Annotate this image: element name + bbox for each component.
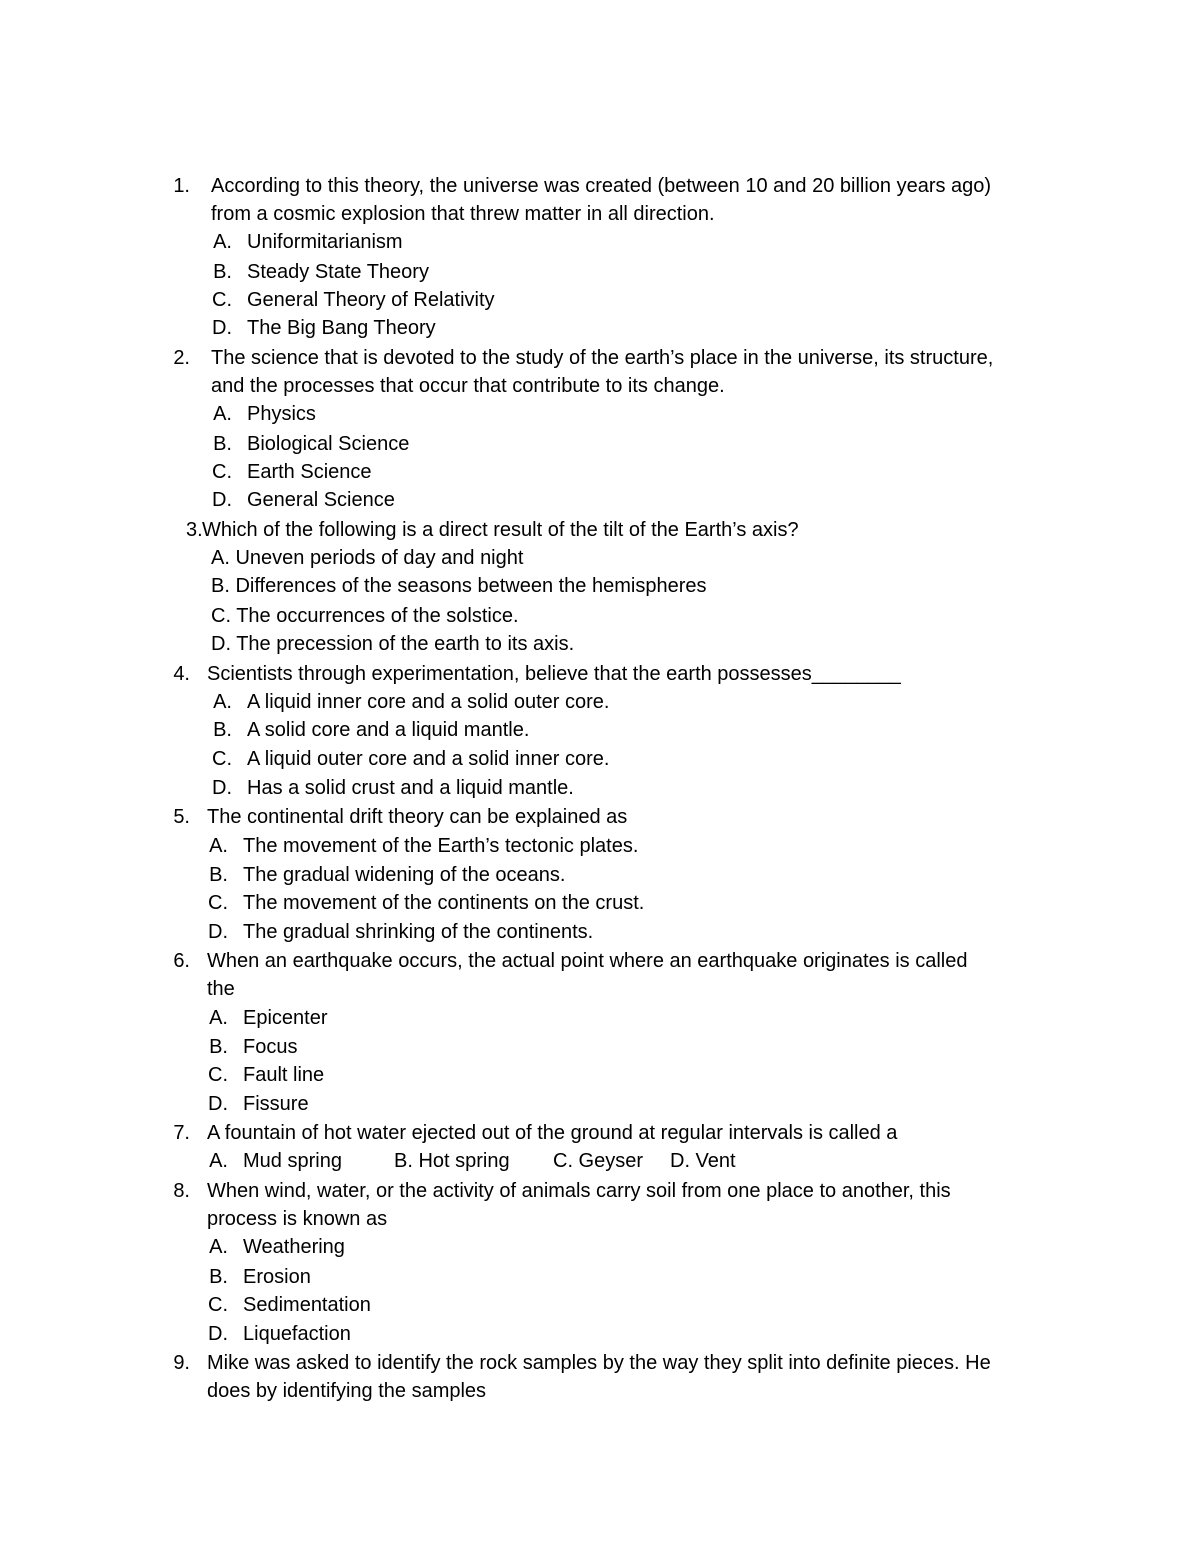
question-text-line: Scientists through experimentation, believe that the earth possesses________ [207,663,901,685]
option-text: A solid core and a liquid mantle. [247,719,530,741]
option-text: The movement of the continents on the crust. [243,892,645,914]
option-text: Physics [247,403,316,425]
option-text: The gradual widening of the oceans. [243,864,566,886]
option-letter: C. [212,748,232,770]
option-text: Weathering [243,1236,345,1258]
option-text: Focus [243,1036,298,1058]
option-letter: B. [209,864,228,886]
question-text-line: The science that is devoted to the study of the earth’s place in the universe, its structure, [211,347,994,369]
option-letter: D. [212,317,232,339]
option-text: Fault line [243,1064,325,1086]
question-number: 2. [173,347,190,369]
option-letter: B. [213,433,232,455]
option-text: Uniformitarianism [247,231,403,253]
option-letter: B. [213,719,232,741]
option-text: B. Hot spring [394,1150,510,1172]
option-text: Biological Science [247,433,410,455]
option-letter: B. [213,261,232,283]
option-letter: B. [209,1266,228,1288]
option-text: A liquid outer core and a solid inner core. [247,748,610,770]
option-letter: D. [212,489,232,511]
option-text: D. Vent [670,1150,736,1172]
option-text: B. Differences of the seasons between the hemispheres [211,575,707,597]
option-letter: D. [212,777,232,799]
option-letter: A. [213,691,232,713]
option-text: Mud spring [243,1150,342,1172]
question-text-line: According to this theory, the universe was created (between 10 and 20 billion years ago) [211,175,992,197]
option-text: The gradual shrinking of the continents. [243,921,594,943]
question-text-line: Mike was asked to identify the rock samples by the way they split into definite pieces. He [207,1352,991,1374]
option-text: The Big Bang Theory [247,317,436,339]
option-letter: C. [208,892,228,914]
option-text: Earth Science [247,461,372,483]
question-number: 7. [173,1122,190,1144]
option-letter: C. [208,1294,228,1316]
option-letter: D. [208,1093,228,1115]
option-text: Steady State Theory [247,261,429,283]
option-letter: A. [209,1236,228,1258]
question-number: 8. [173,1180,190,1202]
question-number: 1. [173,175,190,197]
question-text-line: Which of the following is a direct result of the tilt of the Earth’s axis? [202,519,799,541]
option-letter: A. [209,1007,228,1029]
option-text: A. Uneven periods of day and night [211,547,524,569]
question-number: 9. [173,1352,190,1374]
option-letter: B. [209,1036,228,1058]
question-number: 3. [186,519,203,541]
question-text-line: does by identifying the samples [207,1380,487,1402]
option-text: A liquid inner core and a solid outer core. [247,691,610,713]
question-text-line: A fountain of hot water ejected out of the ground at regular intervals is called a [207,1122,898,1144]
option-text: Has a solid crust and a liquid mantle. [247,777,574,799]
option-letter: C. [208,1064,228,1086]
option-text: Liquefaction [243,1323,351,1345]
option-letter: C. [212,461,232,483]
option-letter: A. [209,835,228,857]
option-letter: A. [209,1150,228,1172]
option-letter: A. [213,403,232,425]
option-text: Sedimentation [243,1294,371,1316]
option-letter: C. [212,289,232,311]
option-text: The movement of the Earth’s tectonic plates. [243,835,639,857]
option-text: Fissure [243,1093,309,1115]
option-text: General Science [247,489,395,511]
question-text-line: from a cosmic explosion that threw matter in all direction. [211,203,715,225]
option-letter: D. [208,921,228,943]
question-text-line: and the processes that occur that contribute to its change. [211,375,725,397]
option-text: Epicenter [243,1007,328,1029]
question-text-line: When an earthquake occurs, the actual point where an earthquake originates is called [207,950,968,972]
option-text: C. The occurrences of the solstice. [211,605,519,627]
question-number: 4. [173,663,190,685]
option-text: D. The precession of the earth to its axis. [211,633,575,655]
question-number: 5. [173,806,190,828]
question-text-line: the [207,978,235,1000]
question-number: 6. [173,950,190,972]
option-letter: A. [213,231,232,253]
question-text-line: process is known as [207,1208,388,1230]
option-text: C. Geyser [553,1150,644,1172]
question-text-line: The continental drift theory can be explained as [207,806,628,828]
option-text: Erosion [243,1266,311,1288]
question-text-line: When wind, water, or the activity of animals carry soil from one place to another, this [207,1180,951,1202]
option-text: General Theory of Relativity [247,289,495,311]
option-letter: D. [208,1323,228,1345]
